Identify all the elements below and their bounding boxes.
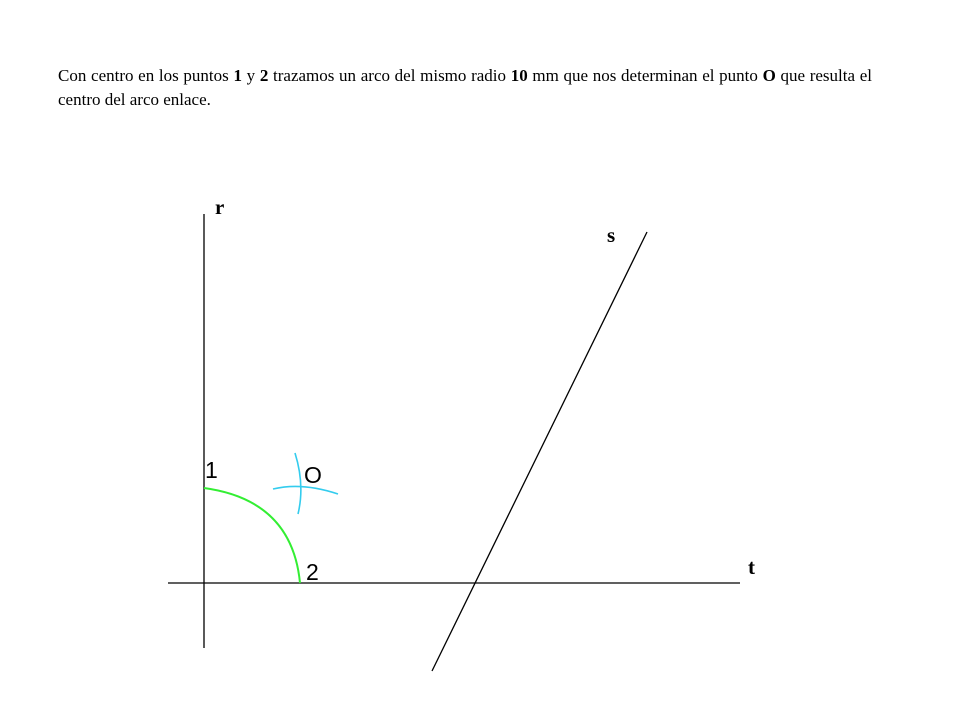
caption-part: mm que nos determinan el punto: [527, 66, 763, 85]
caption-bold-point-2: 2: [259, 66, 269, 85]
label-s: s: [607, 223, 616, 247]
label-t: t: [748, 555, 755, 579]
caption-part: y: [241, 66, 260, 85]
construction-arc-from-2: [295, 453, 301, 514]
label-r: r: [215, 195, 225, 219]
caption-part: trazamos un arco del mismo radio: [268, 66, 511, 85]
label-point-1: 1: [205, 457, 218, 483]
label-point-2: 2: [306, 559, 319, 585]
caption-part: que resulta el centro del arco enlace.: [58, 66, 872, 109]
line-s: [432, 232, 647, 671]
caption-bold-point-1: 1: [233, 66, 242, 85]
caption-bold-point-o: O: [762, 66, 776, 85]
caption-bold-radius: 10: [510, 66, 528, 85]
label-point-o: O: [304, 462, 322, 488]
green-arc: [204, 488, 300, 583]
caption-part: Con centro en los puntos: [58, 66, 234, 85]
